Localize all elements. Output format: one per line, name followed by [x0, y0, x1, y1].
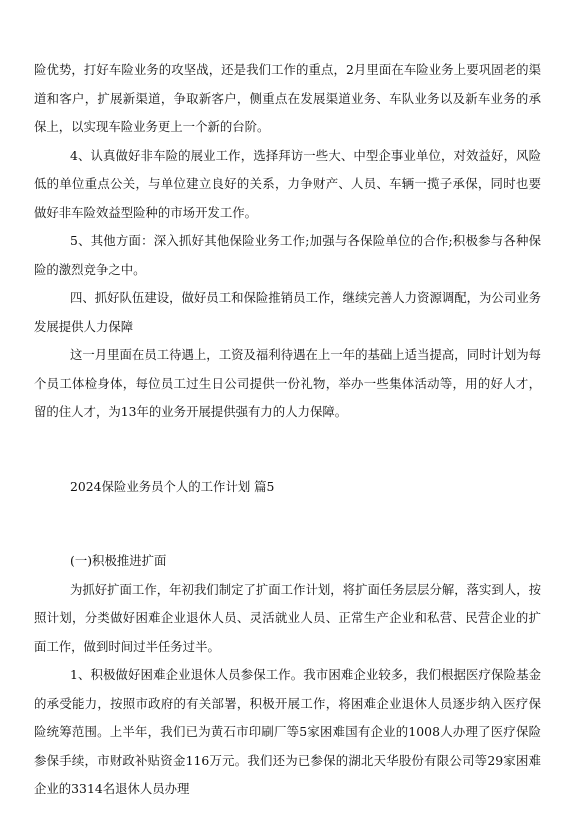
paragraph-staff-benefits: 这一月里面在员工待遇上，工资及福利待遇在上一年的基础上适当提高，同时计划为每个员工体检身体，每位员工过生日公司提供一份礼物，举办一些集体活动等，用的好人才，留的住人才，为13年的业务开展提供强有力的人力保障。 [34, 347, 541, 419]
paragraph-continuation: 险优势，打好车险业务的攻坚战，还是我们工作的重点，2月里面在车险业务上要巩固老的渠道和客户，扩展新渠道，争取新客户，侧重点在发展渠道业务、车队业务以及新车业务的承保上，以实现车险业务更上一个新的台阶。 [34, 62, 541, 134]
sub-heading: (一)积极推进扩面 [70, 553, 167, 568]
paragraph-retiree-insurance: 1、积极做好困难企业退休人员参保工作。我市困难企业较多，我们根据医疗保险基金的承受能力，按照市政府的有关部署，积极开展工作，将困难企业退休人员逐步纳入医疗保险统筹范围。上半年，我们已为黄石市印刷厂等5家困难国有企业的1008人办理了医疗保险参保手续，市财政补贴资金116万元。我们还为已参保的湖北天华股份有限公司等29家困难企业的3314名退休人员办理 [34, 667, 541, 796]
section-title: 2024保险业务员个人的工作计划 篇5 [70, 478, 275, 494]
paragraph-item-4: 4、认真做好非车险的展业工作，选择拜访一些大、中型企事业单位，对效益好，风险低的单位重点公关，与单位建立良好的关系，力争财产、人员、车辆一揽子承保，同时也要做好非车险效益型险种的市场开发工作。 [34, 147, 541, 220]
paragraph-item-5: 5、其他方面：深入抓好其他保险业务工作;加强与各保险单位的合作;积极参与各种保险的激烈竞争之中。 [34, 233, 541, 277]
paragraph-expansion-plan: 为抓好扩面工作，年初我们制定了扩面工作计划，将扩面任务层层分解，落实到人，按照计划，分类做好困难企业退休人员、灵活就业人员、正常生产企业和私营、民营企业的扩面工作，做到时间过半任务过半。 [34, 581, 541, 654]
paragraph-team-building: 四、抓好队伍建设，做好员工和保险推销员工作，继续完善人力资源调配，为公司业务发展提供人力保障 [34, 290, 541, 334]
